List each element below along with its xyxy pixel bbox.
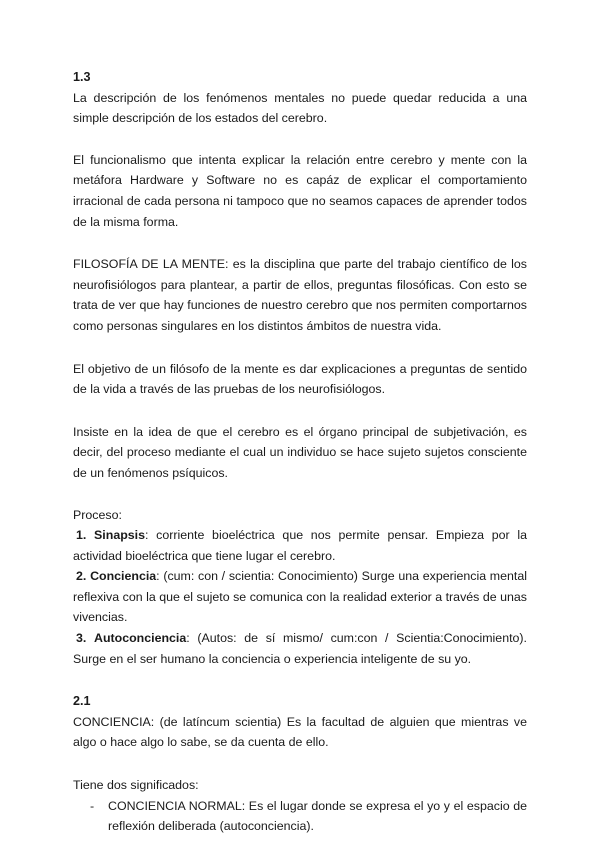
step-text: : (cum: con / scientia: Conocimiento) Surge una experiencia mental reflexiva con la que el sujeto se comunica con la realidad exterior a través de unas vivencias. — [73, 569, 527, 625]
paragraph-conciencia-definition: CONCIENCIA: (de latíncum scientia) Es la facultad de alguien que mientras ve algo o hace algo lo sabe, se da cuenta de ello. — [73, 714, 527, 750]
step-text: : (Autos: de sí mismo/ cum:con / Scientia:Conocimiento). Surge en el ser humano la conciencia o experiencia inteligente de su yo. — [73, 631, 527, 666]
step-number: 1. — [76, 528, 87, 543]
meanings-list — [73, 796, 527, 837]
section-heading-2-1: 2.1 — [73, 694, 91, 709]
list-item-text: CONCIENCIA NORMAL: Es el lugar donde se expresa el yo y el espacio de reflexión deliberada (autoconciencia). — [108, 798, 527, 834]
step-term: Sinapsis — [94, 528, 146, 543]
paragraph-philosophy-of-mind: FILOSOFÍA DE LA MENTE: es la disciplina que parte del trabajo científico de los neurofisiólogos para plantear, a partir de ellos, preguntas filosóficas. Con esto se trata de ver que hay funciones de nuestro cerebro que nos permiten comportarnos como personas singulares en los distintos ámbitos de nuestra vida. — [73, 257, 527, 333]
paragraph-two-meanings: Tiene dos significados: — [73, 778, 199, 793]
proceso-label: Proceso: — [73, 507, 122, 522]
step-term: Conciencia — [90, 569, 157, 584]
paragraph-subjectivation: Insiste en la idea de que el cerebro es el órgano principal de subjetivación, es decir, del proceso mediante el cual un individuo se hace sujeto sujetos consciente de un fenómenos psíquicos. — [73, 424, 527, 480]
step-text: : corriente bioeléctrica que nos permite pensar. Empieza por la actividad bioeléctrica que tiene lugar el cerebro. — [73, 528, 527, 563]
document-body — [73, 67, 527, 837]
process-step-sinapsis — [73, 525, 527, 566]
process-step-conciencia — [73, 566, 527, 628]
paragraph-mental-phenomena: La descripción de los fenómenos mentales no puede quedar reducida a una simple descripción de los estados del cerebro. — [73, 90, 527, 126]
step-term: Autoconciencia — [94, 631, 187, 646]
process-step-autoconciencia — [73, 628, 527, 669]
list-dash: - — [90, 798, 95, 813]
list-item — [73, 796, 527, 837]
step-number: 2. — [76, 569, 87, 584]
step-number: 3. — [76, 631, 87, 646]
paragraph-philosopher-objective: El objetivo de un filósofo de la mente es dar explicaciones a preguntas de sentido de la vida a través de las pruebas de los neurofisiólogos. — [73, 361, 527, 397]
paragraph-functionalism: El funcionalismo que intenta explicar la relación entre cerebro y mente con la metáfora Hardware y Software no es capáz de explicar el comportamiento irracional de cada persona ni tampoco que no seamos capaces de aprender todos de la misma forma. — [73, 152, 527, 229]
section-heading-1-3: 1.3 — [73, 70, 91, 84]
